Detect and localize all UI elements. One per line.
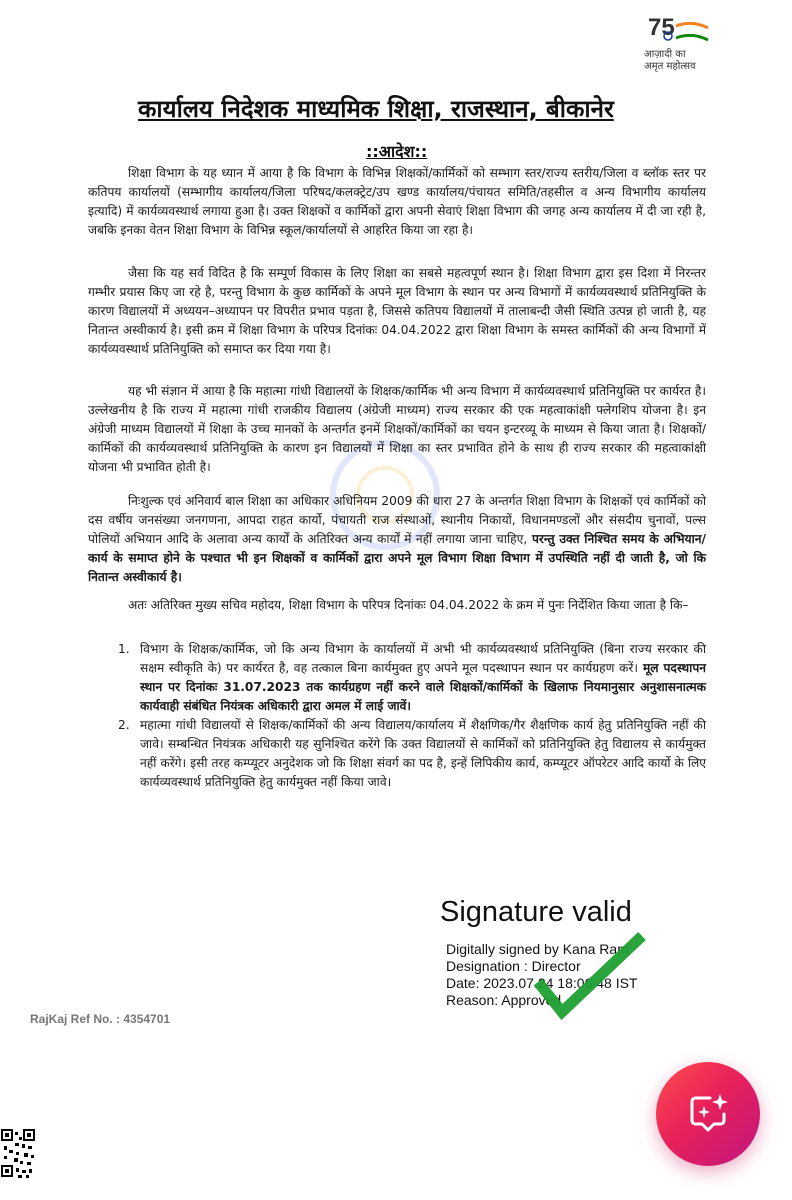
order-heading: ::आदेश::: [366, 142, 428, 161]
list-item-number: 1.: [118, 642, 130, 656]
chat-sparkle-icon: [686, 1092, 730, 1136]
flag-waves-icon: [642, 18, 722, 48]
list-item-text: [140, 640, 706, 716]
signature-date: Date: 2023.07.24 18:06:48 IST: [446, 975, 638, 991]
paragraph-4-text: निःशुल्क एवं अनिवार्य बाल शिक्षा का अधिकार अधिनियम 2009 की धारा 27 के अन्तर्गत शिक्षा विभाग के शिक्षकों एवं कार्मिकों को दस वर्षीय जनसंख्या जनगणना, आपदा राहत कार्यो, पंचायती राज संस्थाओं, स्थानीय निकायों, विधानमण्डलों और संसदीय चुनावों, पल्स पोलियों अभियान आदि के अलावा अन्य कार्यों के अतिरिक्त अन्य कार्यों में नहीं लगाया जाना चाहिए,: [88, 494, 706, 546]
paragraph-3: यह भी संज्ञान में आया है कि महात्मा गांधी विद्यालयों के शिक्षक/कार्मिक भी अन्य विभाग में कार्यव्यवस्थार्थ प्रतिनियुक्ति पर कार्यरत है। उल्लेखनीय है कि राज्य में महात्मा गांधी राजकीय विद्यालय (अंग्रेजी माध्यम) राज्य सरकार की एक महत्वाकांक्षी फ्लेगशिप योजना है। इन अंग्रेजी माध्यम विद्यालयों में शिक्षा के उच्च मानकों के अन्तर्गत इनमें शिक्षकों/कार्मिकों का चयन इन्टरव्यू के माध्यम से किया जाता है। शिक्षकों/कार्मिकों की कार्यव्यवस्थार्थ प्रतिनियुक्ति के कारण इन विद्यालयों में शिक्षा का स्तर प्रभावित होने के साथ ही राज्य सरकार की महत्वाकांक्षी योजना भी प्रभावित होती है।: [88, 384, 706, 474]
signature-status: Signature valid: [440, 896, 632, 928]
list-item-number: 2.: [118, 718, 130, 732]
logo-mark: [642, 14, 722, 48]
paragraph-4-bold-text: परन्तु उक्त निश्चित समय के अभियान/कार्य के समाप्त होने के पश्चात भी इन शिक्षकों व कार्मिकों द्वारा अपने मूल विभाग शिक्षा विभाग में उपस्थिति नहीं दी जाती है, जो कि नितान्त अस्वीकार्य है।: [88, 532, 706, 584]
chat-assistant-button[interactable]: [656, 1062, 760, 1166]
signature-reason: Reason: Approved: [446, 992, 562, 1008]
paragraph-2: जैसा कि यह सर्व विदित है कि सम्पूर्ण विकास के लिए शिक्षा का सबसे महत्वपूर्ण स्थान है। शिक्षा विभाग द्वारा इस दिशा में निरन्तर गम्भीर प्रयास किए जा रहे है, परन्तु विभाग के कुछ कार्मिकों के अपने मूल विभाग के स्थान पर अन्य विभागों में कार्यव्यवस्थार्थ प्रतिनियुक्ति के कारण विद्यालयों में अध्ययन–अध्यापन पर विपरीत प्रभाव पड़ता है, जिससे कतिपय विद्यालयों में तालाबन्दी जैसी स्थिति उत्पन्न हो जाती है, यह नितान्त अस्वीकार्य है। इसी क्रम में शिक्षा विभाग के परिपत्र दिनांकः 04.04.2022 द्वारा शिक्षा विभाग के समस्त कार्मिकों की अन्य विभागों में कार्यव्यवस्थार्थ प्रतिनियुक्ति को समाप्त कर दिया गया है।: [88, 266, 706, 356]
logo-line-2: अमृत महोत्सव: [644, 61, 696, 72]
paragraph-5: अतः अतिरिक्त मुख्य सचिव महोदय, शिक्षा विभाग के परिपत्र दिनांकः 04.04.2022 के क्रम में पुनः निर्देशित किया जाता है कि–: [128, 598, 689, 612]
list-item-1-text: विभाग के शिक्षक/कार्मिक, जो कि अन्य विभाग के कार्यालयों में अभी भी कार्यव्यवस्थार्थ प्रतिनियुक्ति (बिना राज्य सरकार की सक्षम स्वीकृति के) पर कार्यरत है, वह तत्काल बिना कार्यमुक्त हुए अपने मूल पदस्थापन स्थान पर कार्यग्रहण करें।: [140, 642, 706, 675]
rajkaj-ref-number: RajKaj Ref No. : 4354701: [30, 1012, 171, 1026]
logo-seventy: 75: [648, 14, 675, 41]
list-item-2-text: महात्मा गांधी विद्यालयों से शिक्षक/कार्मिकों की अन्य विद्यालय/कार्यालय में शैक्षणिक/गैर शैक्षणिक कार्य हेतु प्रतिनियुक्ति नहीं की जावे। सम्बन्धित नियंत्रक अधिकारी यह सुनिश्चित करेंगे कि उक्त विद्यालयों से कार्मिकों को प्रतिनियुक्ति हेतु विद्यालय से कार्यमुक्त नहीं करेंगे। इसी तरह कम्प्यूटर अनुदेशक जो कि शिक्षा संवर्ग का पद है, इन्हें लिपिकीय कार्य, कम्प्यूटर ऑपरेटर आदि कार्यो के लिए कार्यव्यवस्थार्थ प्रतिनियुक्ति हेतु कार्यमुक्त नहीं किया जावे।: [140, 718, 706, 789]
signature-checkmark-icon: [530, 930, 650, 1030]
list-item-1-bold-text: मूल पदस्थापन स्थान पर दिनांकः 31.07.2023 तक कार्यग्रहण नहीं करने वाले शिक्षकों/कार्मिकों के खिलाफ नियमानुसार अनुशासनात्मक कार्यवाही संबंधित नियंत्रक अधिकारी द्वारा अमल में लाई जावें।: [140, 661, 706, 713]
signature-designation: Designation : Director: [446, 958, 581, 974]
signature-signer: Digitally signed by Kana Ram: [446, 941, 629, 957]
paragraph-4: [88, 492, 706, 587]
qr-code-icon: [0, 1128, 38, 1180]
logo-line-1: आज़ादी का: [644, 49, 686, 60]
page-title: कार्यालय निदेशक माध्यमिक शिक्षा, राजस्थान, बीकानेर: [138, 95, 614, 123]
azadi-ka-amrit-mahotsav-logo: [642, 14, 722, 72]
paragraph-1: शिक्षा विभाग के यह ध्यान में आया है कि विभाग के विभिन्न शिक्षकों/कार्मिकों को सम्भाग स्तर/राज्य स्तरीय/जिला व ब्लॉक स्तर पर कतिपय कार्यालयों (सम्भागीय कार्यालय/जिला परिषद/कलक्ट्रेट/उप खण्ड कार्यालय/पंचायत समिति/तहसील व अन्य विभागीय कार्यालय इत्यादि) में कार्यव्यवस्थार्थ लगाया हुआ है। उक्त शिक्षकों व कार्मिकों द्वारा अपनी सेवाएं शिक्षा विभाग की जगह अन्य कार्यालय में दी जा रही है, जबकि इनका वेतन शिक्षा विभाग के विभिन्न स्कूल/कार्यालयों से आहरित किया जा रहा है।: [88, 166, 706, 237]
